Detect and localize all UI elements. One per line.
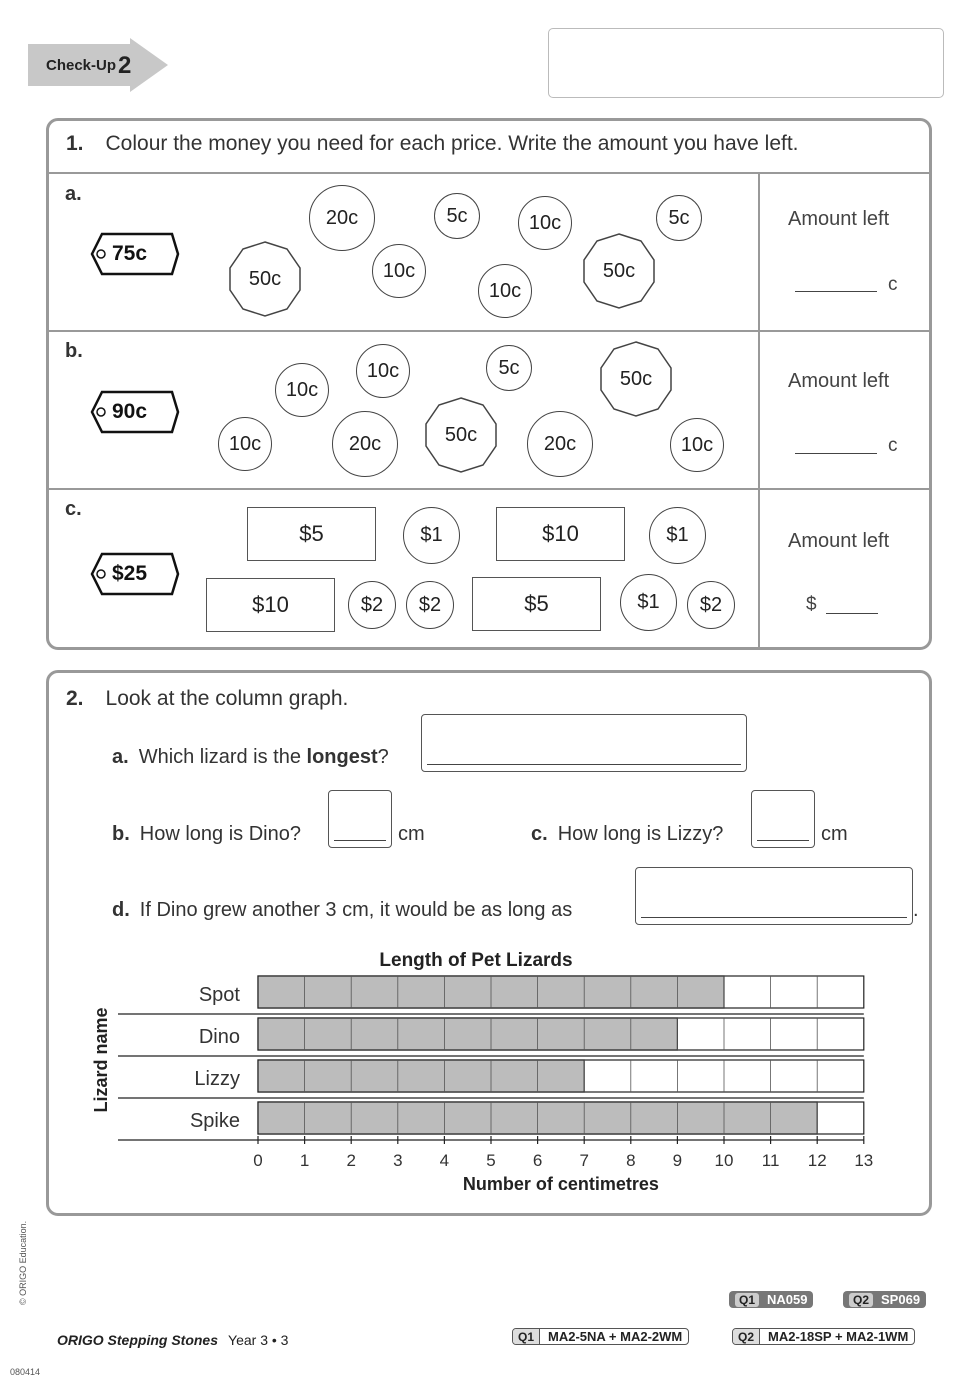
x-tick-label: 11: [761, 1151, 780, 1170]
answer-box-a[interactable]: [421, 714, 747, 772]
coin-50c[interactable]: 50c: [423, 397, 499, 473]
question-1-instruction: Colour the money you need for each price. Write the amount you have left.: [105, 132, 799, 155]
divider: [758, 174, 760, 648]
x-tick-label: 1: [299, 1151, 310, 1170]
coin-1-dollar[interactable]: $1: [620, 574, 677, 631]
divider: [48, 172, 930, 174]
amount-left-label: Amount left: [788, 530, 890, 552]
x-tick-label: 6: [532, 1151, 543, 1170]
note-10-dollar[interactable]: $10: [496, 507, 625, 561]
price-tag-a: [90, 232, 180, 276]
brand: ORIGO Stepping Stones Year 3 • 3: [57, 1332, 289, 1348]
note-5-dollar[interactable]: $5: [247, 507, 376, 561]
note-5-dollar[interactable]: $5: [472, 577, 601, 631]
price-b: 90c: [112, 400, 148, 423]
coin-20c[interactable]: 20c: [527, 411, 593, 477]
amount-left-input-c[interactable]: [826, 592, 878, 614]
row-c-letter: c.: [65, 498, 82, 520]
price-c: $25: [112, 562, 148, 585]
unit-dollar: $: [806, 594, 817, 615]
x-tick-label: 12: [807, 1151, 827, 1170]
bar-dino: [258, 1018, 677, 1050]
category-label: Lizzy: [194, 1068, 240, 1090]
x-tick-label: 3: [393, 1151, 403, 1170]
x-tick-label: 7: [579, 1151, 589, 1170]
divider: [48, 330, 930, 332]
question-2-title: [66, 687, 348, 711]
amount-left-label: Amount left: [788, 208, 890, 230]
coin-20c[interactable]: 20c: [309, 185, 375, 251]
amount-left-label: Amount left: [788, 370, 890, 392]
coin-20c[interactable]: 20c: [332, 411, 398, 477]
category-label: Spot: [198, 984, 240, 1006]
answer-box-b[interactable]: [328, 790, 392, 848]
page-code: 080414: [10, 1367, 41, 1377]
unit-c: c: [888, 435, 898, 456]
coin-10c[interactable]: 10c: [518, 196, 572, 250]
answer-box-c[interactable]: [751, 790, 815, 848]
price-tag-b: [90, 390, 180, 434]
coin-10c[interactable]: 10c: [275, 363, 329, 417]
lizard-bar-chart: [80, 960, 920, 1200]
check-up-label: Check-Up: [46, 57, 117, 74]
bar-lizzy: [258, 1060, 584, 1092]
coin-10c[interactable]: 10c: [670, 418, 724, 472]
coin-50c[interactable]: 50c: [581, 233, 657, 309]
coin-10c[interactable]: 10c: [356, 344, 410, 398]
coin-50c[interactable]: 50c: [598, 341, 674, 417]
question-1-title: [66, 132, 799, 156]
x-tick-label: 4: [439, 1151, 450, 1170]
coin-5c[interactable]: 5c: [486, 345, 532, 391]
coin-2-dollar[interactable]: $2: [406, 581, 454, 629]
amount-left-input-b[interactable]: [795, 432, 877, 454]
unit-c: c: [888, 274, 898, 295]
code-badge-q1: Q1 NA059: [729, 1291, 813, 1308]
x-tick-label: 10: [714, 1151, 734, 1170]
chart-title: Length of Pet Lizards: [379, 950, 573, 971]
check-up-number: 2: [118, 52, 132, 79]
divider: [48, 488, 930, 490]
x-tick-label: 13: [854, 1151, 874, 1170]
name-box[interactable]: [548, 28, 944, 98]
note-10-dollar[interactable]: $10: [206, 578, 335, 632]
unit-cm: cm: [821, 823, 848, 845]
coin-50c[interactable]: 50c: [227, 241, 303, 317]
x-tick-label: 5: [486, 1151, 496, 1170]
row-a-letter: a.: [65, 183, 82, 205]
y-axis-label: Lizard name: [91, 1007, 111, 1113]
answer-box-d[interactable]: [635, 867, 913, 925]
coin-1-dollar[interactable]: $1: [649, 507, 706, 564]
coin-2-dollar[interactable]: $2: [687, 581, 735, 629]
coin-5c[interactable]: 5c: [656, 195, 702, 241]
coin-10c[interactable]: 10c: [478, 264, 532, 318]
x-axis-label: Number of centimetres: [462, 1174, 659, 1194]
price-tag-c: [90, 552, 180, 596]
coin-10c[interactable]: 10c: [372, 244, 426, 298]
coin-5c[interactable]: 5c: [434, 193, 480, 239]
category-label: Dino: [198, 1026, 240, 1048]
question-2c: c. How long is Lizzy?: [531, 823, 724, 845]
question-2a: a. Which lizard is the longest?: [112, 746, 389, 768]
x-tick-label: 9: [672, 1151, 683, 1170]
row-b-letter: b.: [65, 340, 83, 362]
x-tick-label: 8: [626, 1151, 636, 1170]
curriculum-code-q1: Q1 MA2-5NA + MA2-2WM: [512, 1328, 689, 1345]
question-1-number: 1.: [66, 132, 84, 155]
question-2-instruction: Look at the column graph.: [105, 687, 349, 710]
coin-10c[interactable]: 10c: [218, 417, 272, 471]
question-2-number: 2.: [66, 687, 84, 710]
question-2d: d. If Dino grew another 3 cm, it would be as long as: [112, 899, 573, 921]
x-tick-label: 2: [346, 1151, 356, 1170]
coin-2-dollar[interactable]: $2: [348, 581, 396, 629]
coin-1-dollar[interactable]: $1: [403, 507, 460, 564]
code-badge-q2: Q2 SP069: [843, 1291, 926, 1308]
check-up-tab: [28, 38, 168, 92]
question-2b: b. How long is Dino?: [112, 823, 301, 845]
price-a: 75c: [112, 242, 148, 265]
curriculum-code-q2: Q2 MA2-18SP + MA2-1WM: [732, 1328, 915, 1345]
category-label: Spike: [189, 1110, 240, 1132]
period: .: [913, 899, 919, 921]
copyright: © ORIGO Education.: [18, 1220, 28, 1305]
amount-left-input-a[interactable]: [795, 270, 877, 292]
x-tick-label: 0: [253, 1151, 263, 1170]
unit-cm: cm: [398, 823, 425, 845]
